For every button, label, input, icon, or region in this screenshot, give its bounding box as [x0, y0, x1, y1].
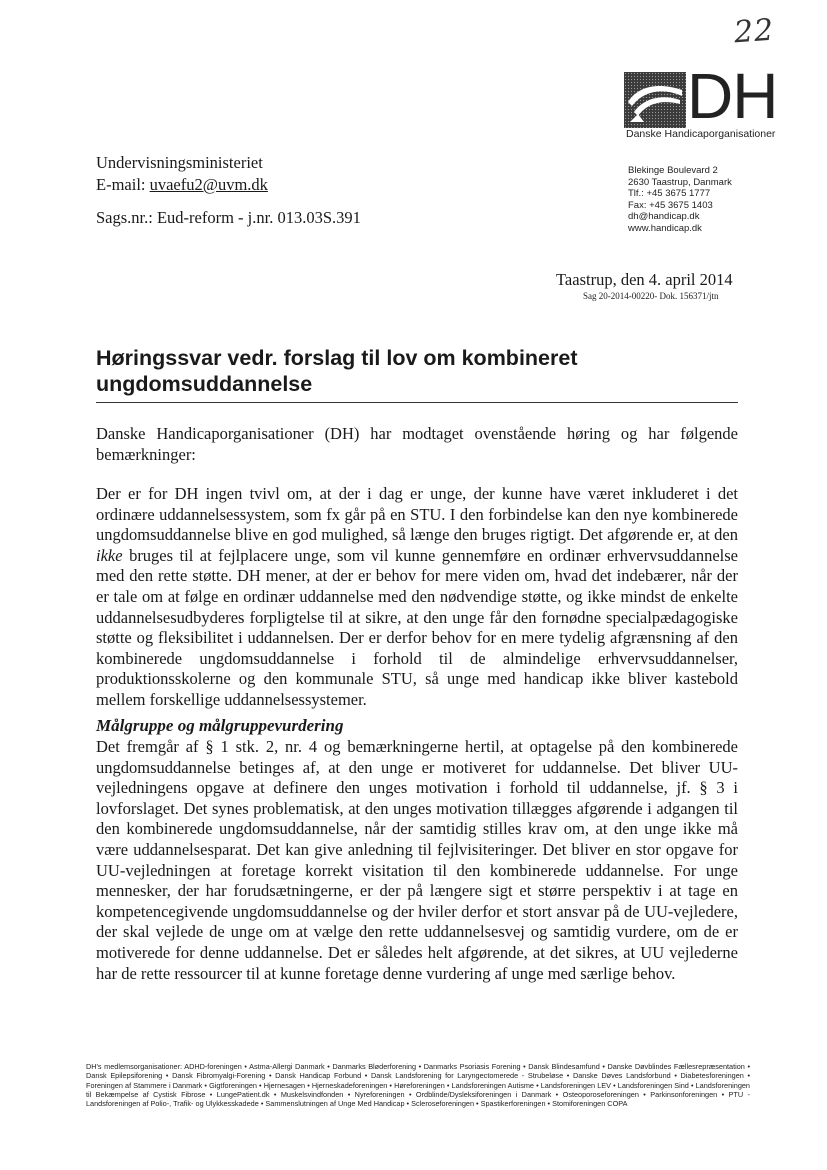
organisation-name: Danske Handicaporganisationer: [626, 128, 776, 140]
intro-paragraph: Danske Handicaporganisationer (DH) har modtaget ovenstående høring og har følgende bemærkninger:: [96, 424, 738, 464]
body-paragraph-2: Det fremgår af § 1 stk. 2, nr. 4 og bemærkningerne hertil, at optagelse på den kombinerede ungdomsuddannelse betinges af, at den unge er motiveret for uddannelse. Det bliver UU-vejledningens opgave at definere den unges motivation i forhold til uddannelse, jf. § 3 i lovforslaget. Det synes problematisk, at den unges motivation tillægges afgørende i adgangen til den kombinerede ungdomsuddannelse, når der samtidig stilles krav om, at den unge ikke må være uddannelsesparat. Det kan give anledning til fejlvisiteringer. Det bliver en stor opgave for UU-vejledningen at foretage korrekt visitation til den kombinerede uddannelse. For unge mennesker, der har forudsætningerne, er der på længere sigt et større perspektiv i at tage en kompetencegivende ungdomsuddannelse og der hviler derfor et stort ansvar på de UU-vejledere, der skal vejlede de unge om at vælge den rette uddannelsesvej og samtidig vurdere, om de er motiverede for denne uddannelse. Det er således helt afgørende, at det sikres, at UU vejlederne har de rette ressourcer til at kunne foretage denne vurdering af unge med særlige behov.: [96, 737, 738, 983]
recipient-email-link[interactable]: uvaefu2@uvm.dk: [149, 175, 268, 194]
address-fax: Fax: +45 3675 1403: [628, 199, 713, 211]
case-number: Sags.nr.: Eud-reform - j.nr. 013.03S.391: [96, 208, 361, 227]
address-email-link[interactable]: dh@handicap.dk: [628, 211, 700, 223]
sender-address: [628, 165, 732, 235]
address-city: 2630 Taastrup, Danmark: [628, 176, 732, 188]
heading-divider: [96, 402, 738, 403]
address-street: Blekinge Boulevard 2: [628, 165, 718, 176]
letter-heading: Høringssvar vedr. forslag til lov om kombineret ungdomsuddannelse: [96, 346, 578, 396]
recipient-block: [96, 152, 268, 196]
dh-logo-mark-icon: [624, 72, 686, 128]
address-phone: Tlf.: +45 3675 1777: [628, 188, 711, 200]
recipient-email-line: [96, 174, 268, 196]
dh-logo-letters: DH: [687, 60, 778, 132]
recipient-name: Undervisningsministeriet: [96, 153, 263, 172]
letter-date: Taastrup, den 4. april 2014: [556, 270, 733, 289]
paragraph-1-emphasis: ikke: [96, 545, 123, 565]
address-website-link[interactable]: www.handicap.dk: [628, 222, 702, 234]
document-reference: Sag 20-2014-00220- Dok. 156371/jtn: [583, 291, 719, 301]
paragraph-1-text-b: bruges til at fejlplacere unge, som vil kunne gennemføre en ordinær erhvervsuddannelse med den rette støtte. DH mener, at der er behov for mere viden om, hvad det indebærer, når der er tale om at følge en ordinær uddannelse med den nødvendige støtte, og ikke mindst de enkelte uddannelsesudbyderes forpligtelse til at sikre, at den unge får den fornødne specialpædagogiske støtte og fleksibilitet i uddannelsen. Der er derfor behov for en mere tydelig afgrænsning af den kombinerede ungdomsuddannelse i forhold til de almindelige erhvervsuddannelser, produktionsskolerne og den kommunale STU, så unge med handicap ikke bliver kastebold mellem forskellige uddannelsessystemer.: [96, 545, 738, 709]
email-label: E-mail:: [96, 175, 146, 194]
section-subheading: Målgruppe og målgruppevurdering: [96, 716, 344, 735]
body-paragraph-1: [96, 484, 738, 711]
handwritten-page-number: 22: [732, 12, 776, 51]
paragraph-1-text-a: Der er for DH ingen tvivl om, at der i dag er unge, der kunne have været inkluderet i det ordinære uddannelsessystem, som fx går på en STU. I den forbindelse kan den nye kombinerede ungdomsuddannelse blive en god mulighed, så længe den bruges rigtigt. Det afgørende er, at den: [96, 484, 738, 545]
member-organisations-footer: DH's medlemsorganisationer: ADHD-foreningen • Astma-Allergi Danmark • Danmarks Bløderforening • Danmarks Psoriasis Forening • Dansk Blindesamfund • Danske Døvblindes Fællesrepræsentation • Dansk Epilepsiforening • Dansk Fibromyalgi-Forening • Dansk Handicap Forbund • Dansk Landsforening for Laryngectomerede - Strubeløse • Danske Døves Landsforbund • Diabetesforeningen • Foreningen af Stammere i Danmark • Gigtforeningen • Hjernesagen • Hjerneskadeforeningen • Høreforeningen • Landsforeningen Autisme • Landsforeningen LEV • Landsforeningen Sind • Landsforeningen til Bekæmpelse af Cystisk Fibrose • LungePatient.dk • Muskelsvindfonden • Nyreforeningen • Ordblinde/Dysleksiforeningen i Danmark • Osteoporoseforeningen • Parkinsonforeningen • PTU - Landsforeningen af Polio-, Trafik- og Ulykkesskadede • Sammenslutningen af Unge Med Handicap • Scleroseforeningen • Spastikerforeningen • Stomiforeningen COPA: [86, 1062, 750, 1109]
